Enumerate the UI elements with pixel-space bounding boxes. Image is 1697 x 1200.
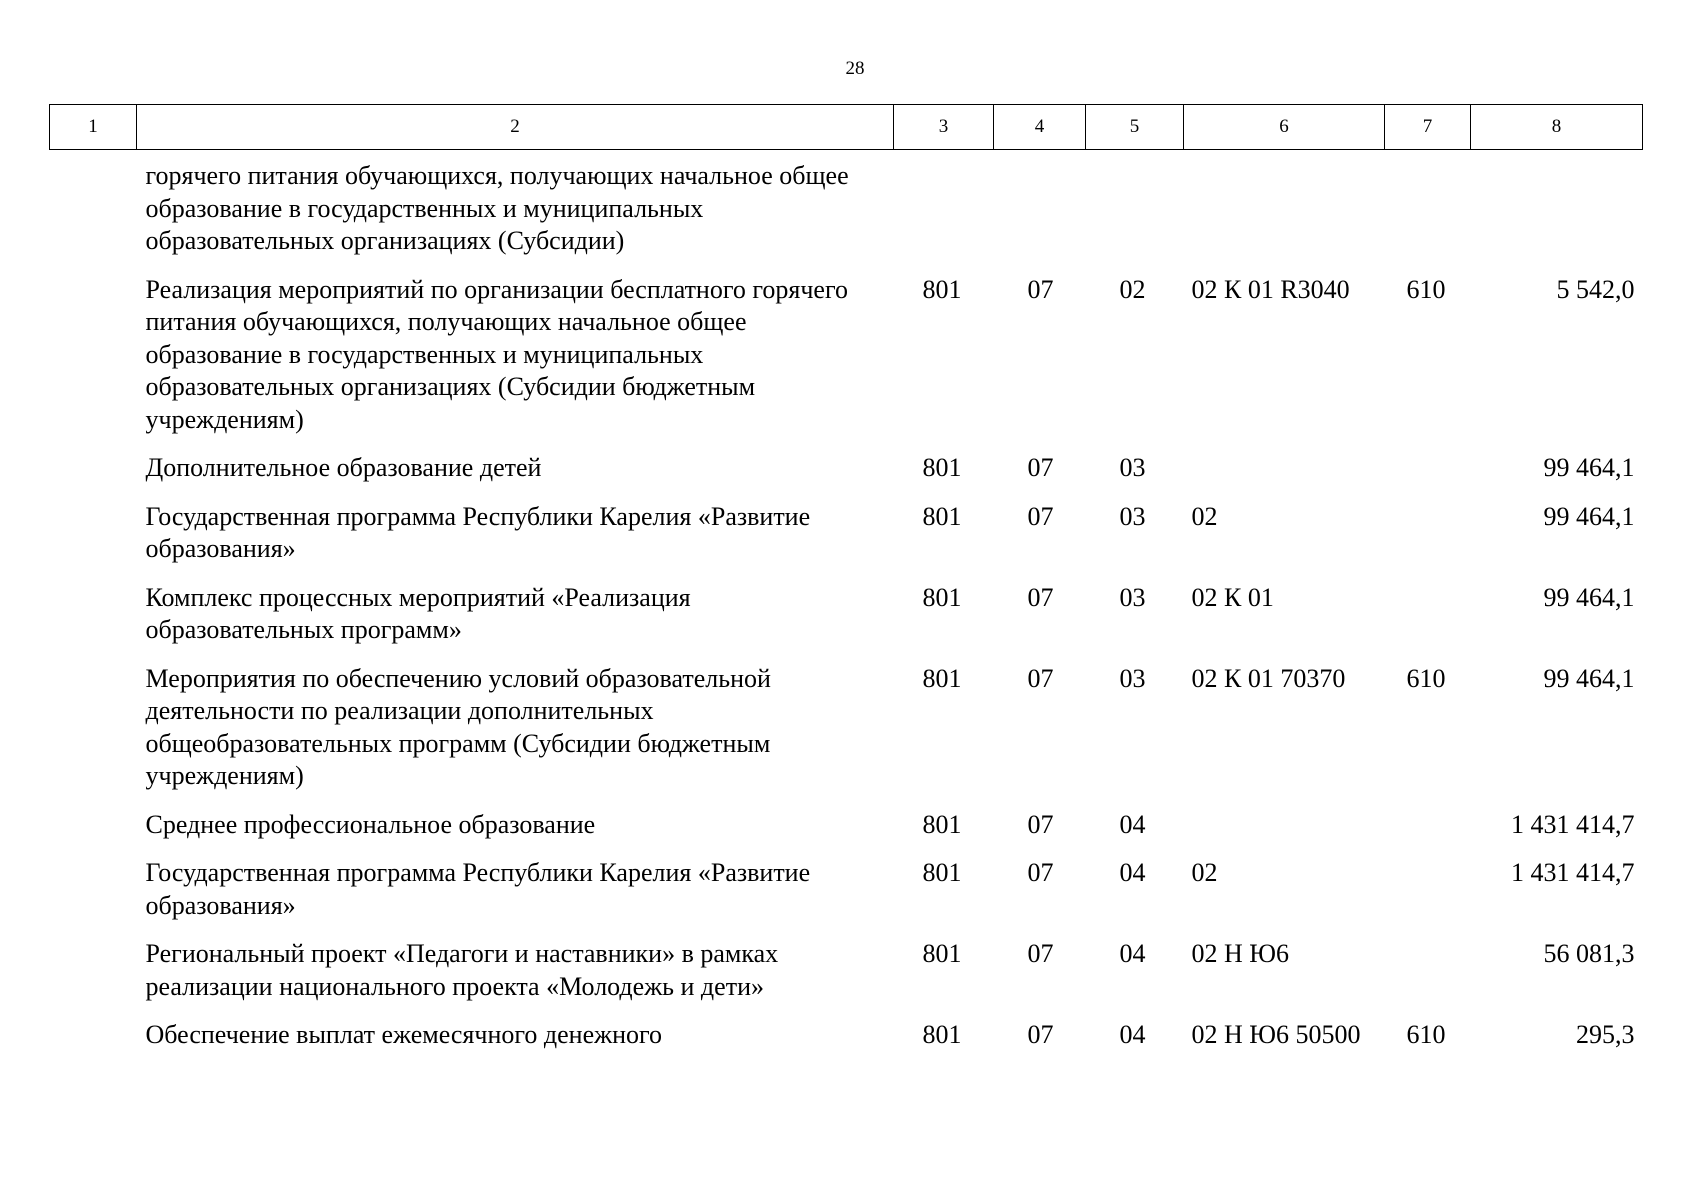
cell-vr bbox=[1385, 582, 1471, 663]
cell-amount: 99 464,1 bbox=[1543, 582, 1635, 612]
cell-gr: 801 bbox=[922, 939, 962, 968]
cell-col1 bbox=[50, 809, 137, 858]
cell-amount: 5 542,0 bbox=[1556, 274, 1635, 304]
cell-gr: 801 bbox=[922, 501, 962, 531]
cell-pr: 04 bbox=[1119, 1020, 1146, 1049]
header-col-3: 3 bbox=[894, 105, 994, 150]
cell-rz: 07 bbox=[1027, 858, 1054, 887]
cell-vr bbox=[1385, 452, 1471, 501]
cell-col1 bbox=[50, 274, 137, 453]
cell-name: Дополнительное образование детей bbox=[145, 453, 542, 482]
cell-gr: 801 bbox=[922, 858, 962, 887]
cell-cs: 02 Н Ю6 bbox=[1191, 939, 1289, 968]
cell-cs: 02 К 01 R3040 bbox=[1191, 274, 1350, 304]
cell-pr: 02 bbox=[1119, 274, 1146, 304]
cell-vr bbox=[1385, 857, 1471, 938]
cell-rz: 07 bbox=[1027, 453, 1054, 482]
cell-gr: 801 bbox=[922, 663, 962, 693]
cell-col1 bbox=[50, 938, 137, 1019]
header-col-7: 7 bbox=[1385, 105, 1471, 150]
cell-col1 bbox=[50, 501, 137, 582]
cell-cs bbox=[1184, 150, 1385, 274]
cell-name: горячего питания обучающихся, получающих начальное общее образование в государственных и муниципальных образовательных организациях (Субсидии) bbox=[145, 161, 849, 255]
cell-amount: 295,3 bbox=[1576, 1020, 1635, 1049]
cell-col1 bbox=[50, 663, 137, 809]
header-col-6: 6 bbox=[1184, 105, 1385, 150]
cell-cs: 02 К 01 bbox=[1191, 582, 1274, 612]
cell-pr: 03 bbox=[1119, 663, 1146, 693]
table-row bbox=[50, 452, 1643, 501]
cell-amount: 56 081,3 bbox=[1543, 939, 1635, 968]
cell-vr: 610 bbox=[1406, 274, 1446, 304]
cell-col1 bbox=[50, 857, 137, 938]
cell-rz: 07 bbox=[1027, 809, 1054, 839]
cell-rz: 07 bbox=[1027, 1020, 1054, 1049]
table-row bbox=[50, 274, 1643, 453]
header-col-8: 8 bbox=[1471, 105, 1643, 150]
cell-cs: 02 bbox=[1191, 501, 1218, 531]
cell-col1 bbox=[50, 452, 137, 501]
cell-pr bbox=[1086, 150, 1184, 274]
cell-cs bbox=[1184, 809, 1385, 858]
header-col-5: 5 bbox=[1086, 105, 1184, 150]
cell-gr: 801 bbox=[922, 274, 962, 304]
cell-vr: 610 bbox=[1406, 1020, 1446, 1049]
page-number: 28 bbox=[845, 58, 865, 79]
cell-amount: 1 431 414,7 bbox=[1511, 858, 1635, 887]
cell-amount: 1 431 414,7 bbox=[1511, 809, 1635, 839]
cell-vr bbox=[1385, 150, 1471, 274]
cell-name: Государственная программа Республики Карелия «Развитие образования» bbox=[145, 858, 811, 920]
cell-gr: 801 bbox=[922, 809, 962, 839]
cell-cs: 02 bbox=[1191, 858, 1218, 887]
cell-pr: 03 bbox=[1119, 582, 1146, 612]
cell-pr: 04 bbox=[1119, 809, 1146, 839]
table-row bbox=[50, 663, 1643, 809]
table-row bbox=[50, 938, 1643, 1019]
cell-col1 bbox=[50, 1019, 137, 1068]
cell-name: Комплекс процессных мероприятий «Реализация образовательных программ» bbox=[145, 582, 691, 644]
table-row bbox=[50, 150, 1643, 274]
cell-cs bbox=[1184, 452, 1385, 501]
cell-pr: 03 bbox=[1119, 501, 1146, 531]
cell-gr: 801 bbox=[922, 453, 962, 482]
table-row bbox=[50, 582, 1643, 663]
cell-rz bbox=[994, 150, 1086, 274]
cell-amount bbox=[1471, 150, 1643, 274]
cell-cs: 02 Н Ю6 50500 bbox=[1191, 1020, 1361, 1049]
budget-table bbox=[49, 104, 1643, 1068]
cell-col1 bbox=[50, 150, 137, 274]
cell-name: Реализация мероприятий по организации бесплатного горячего питания обучающихся, получающих начальное общее образование в государственных и муниципальных образовательных организациях (Субсидии бюджетным учреждениям) bbox=[145, 274, 848, 434]
cell-rz: 07 bbox=[1027, 939, 1054, 968]
cell-vr bbox=[1385, 938, 1471, 1019]
cell-amount: 99 464,1 bbox=[1543, 501, 1635, 531]
cell-name: Среднее профессиональное образование bbox=[145, 809, 596, 839]
table-row bbox=[50, 1019, 1643, 1068]
cell-amount: 99 464,1 bbox=[1543, 453, 1635, 482]
header-col-1: 1 bbox=[50, 105, 137, 150]
cell-name: Государственная программа Республики Карелия «Развитие образования» bbox=[145, 501, 811, 563]
cell-name: Региональный проект «Педагоги и наставники» в рамках реализации национального проекта «Молодежь и дети» bbox=[145, 939, 779, 1001]
table-row bbox=[50, 809, 1643, 858]
cell-amount: 99 464,1 bbox=[1543, 663, 1635, 693]
cell-vr bbox=[1385, 501, 1471, 582]
cell-gr bbox=[894, 150, 994, 274]
cell-gr: 801 bbox=[922, 582, 962, 612]
header-row bbox=[50, 105, 1643, 150]
cell-name: Мероприятия по обеспечению условий образовательной деятельности по реализации дополнительных общеобразовательных программ (Субсидии бюджетным учреждениям) bbox=[145, 663, 771, 790]
cell-rz: 07 bbox=[1027, 501, 1054, 531]
cell-gr: 801 bbox=[922, 1020, 962, 1049]
cell-vr bbox=[1385, 809, 1471, 858]
header-col-2: 2 bbox=[137, 105, 894, 150]
cell-cs: 02 К 01 70370 bbox=[1191, 663, 1346, 693]
table-body bbox=[50, 150, 1643, 1068]
table-header bbox=[50, 105, 1643, 150]
header-col-4: 4 bbox=[994, 105, 1086, 150]
table-row bbox=[50, 501, 1643, 582]
cell-rz: 07 bbox=[1027, 274, 1054, 304]
table-row bbox=[50, 857, 1643, 938]
cell-pr: 04 bbox=[1119, 858, 1146, 887]
cell-col1 bbox=[50, 582, 137, 663]
cell-pr: 03 bbox=[1119, 453, 1146, 482]
cell-name: Обеспечение выплат ежемесячного денежного bbox=[145, 1020, 663, 1049]
cell-rz: 07 bbox=[1027, 582, 1054, 612]
cell-rz: 07 bbox=[1027, 663, 1054, 693]
cell-vr: 610 bbox=[1406, 663, 1446, 693]
cell-pr: 04 bbox=[1119, 939, 1146, 968]
